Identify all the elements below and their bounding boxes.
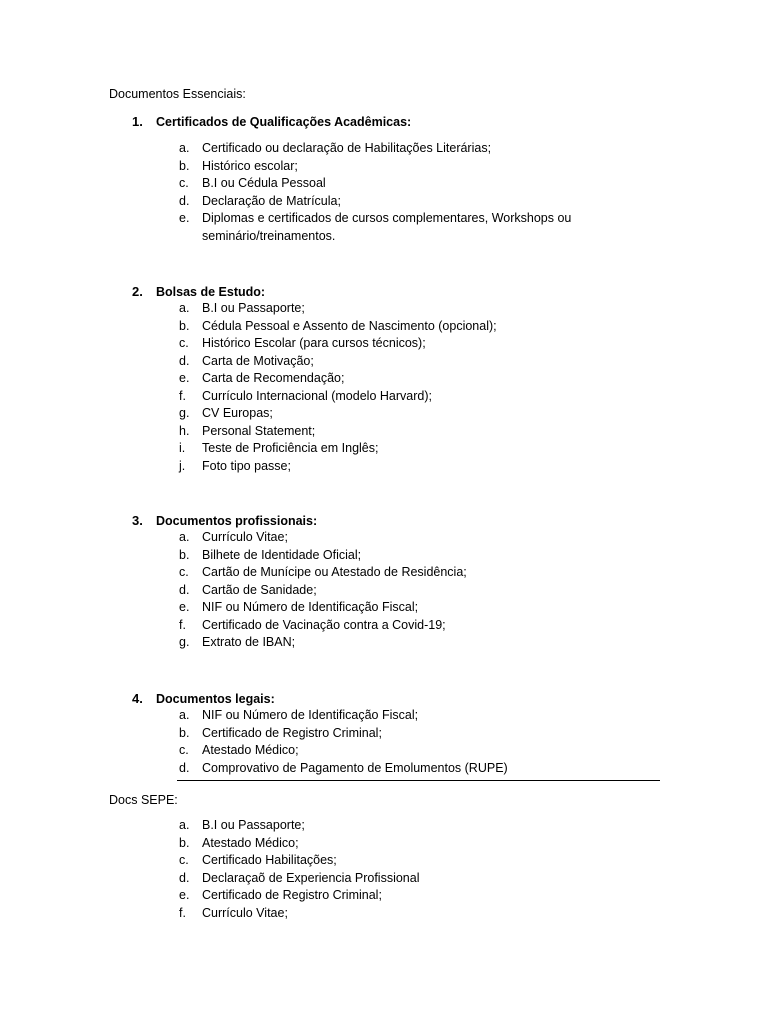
item-marker: b. [179, 547, 190, 562]
list-item [179, 742, 612, 760]
list-item [179, 175, 612, 193]
item-text: Carta de Motivação; [202, 353, 314, 368]
section-number: 3. [132, 513, 143, 528]
list-item [179, 835, 612, 853]
item-text: Certificado Habilitações; [202, 853, 337, 867]
item-text: Personal Statement; [202, 423, 316, 438]
document-heading: Documentos Essenciais: [109, 87, 246, 101]
item-text: Teste de Proficiência em Inglês; [202, 441, 379, 455]
item-marker: a. [179, 708, 190, 722]
item-text: Foto tipo passe; [202, 458, 291, 473]
list-item [179, 300, 612, 318]
docs-sepe-list [179, 817, 612, 922]
item-text: Comprovativo de Pagamento de Emolumentos (RUPE) [202, 760, 508, 775]
item-text: NIF ou Número de Identificação Fiscal; [202, 600, 419, 614]
item-text: Cartão de Munícipe ou Atestado de Residência; [202, 565, 467, 579]
list-item [179, 158, 612, 176]
item-marker: j. [179, 458, 186, 473]
item-text: Histórico Escolar (para cursos técnicos); [202, 336, 426, 350]
list-item [179, 634, 612, 652]
item-marker: a. [179, 818, 190, 832]
list-item [179, 388, 612, 406]
list-item [179, 599, 612, 617]
item-marker: c. [179, 743, 189, 757]
list-item [179, 870, 612, 888]
list-item [179, 353, 612, 371]
item-text: Currículo Internacional (modelo Harvard); [202, 388, 432, 403]
item-text: Currículo Vitae; [202, 530, 288, 544]
list-item [179, 817, 612, 835]
item-list [179, 529, 612, 652]
item-marker: f. [179, 388, 186, 403]
list-item [179, 547, 612, 565]
item-text: B.I ou Passaporte; [202, 818, 305, 832]
list-item [179, 370, 612, 388]
item-text: Bilhete de Identidade Oficial; [202, 547, 362, 562]
section-title [132, 114, 411, 130]
item-text: Atestado Médico; [202, 835, 299, 850]
item-text: CV Europas; [202, 406, 273, 420]
item-marker: b. [179, 318, 190, 333]
item-marker: d. [179, 760, 190, 775]
item-marker: a. [179, 301, 190, 315]
item-marker: c. [179, 176, 189, 190]
section-title-text: Bolsas de Estudo: [156, 285, 266, 299]
item-text: Declaração de Matrícula; [202, 193, 341, 208]
item-marker: e. [179, 371, 190, 385]
item-marker: d. [179, 582, 190, 597]
item-marker: f. [179, 617, 186, 632]
list-item [179, 405, 612, 423]
list-item [179, 707, 612, 725]
item-marker: e. [179, 888, 190, 902]
item-text: Carta de Recomendação; [202, 371, 345, 385]
list-item [179, 725, 612, 743]
item-marker: g. [179, 635, 190, 649]
list-item [179, 335, 612, 353]
item-text: B.I ou Passaporte; [202, 301, 305, 315]
list-item [179, 440, 612, 458]
item-marker: b. [179, 835, 190, 850]
item-text: Histórico escolar; [202, 158, 298, 173]
list-item [179, 760, 612, 778]
item-marker: e. [179, 211, 190, 225]
item-list [179, 300, 612, 475]
item-marker: a. [179, 530, 190, 544]
section-title-text: Documentos profissionais: [156, 514, 318, 528]
list-item [179, 193, 612, 211]
section-title [132, 691, 275, 707]
section-title-text: Certificados de Qualificações Acadêmicas: [156, 115, 412, 129]
item-marker: c. [179, 336, 189, 350]
section-title-text: Documentos legais: [156, 692, 275, 706]
item-marker: d. [179, 353, 190, 368]
list-item [179, 582, 612, 600]
item-text: Extrato de IBAN; [202, 635, 296, 649]
item-marker: a. [179, 141, 190, 155]
item-text: Currículo Vitae; [202, 905, 288, 920]
list-item [179, 458, 612, 476]
item-text: Certificado de Registro Criminal; [202, 725, 382, 740]
item-text: Certificado ou declaração de Habilitações Literárias; [202, 141, 492, 155]
item-marker: b. [179, 725, 190, 740]
section-title [132, 284, 265, 300]
item-text: Certificado de Registro Criminal; [202, 888, 382, 902]
list-item [179, 423, 612, 441]
list-item [179, 529, 612, 547]
item-text: Cédula Pessoal e Assento de Nascimento (opcional); [202, 318, 497, 333]
item-marker: b. [179, 158, 190, 173]
item-marker: d. [179, 193, 190, 208]
list-item [179, 852, 612, 870]
list-item [179, 564, 612, 582]
item-text: Declaraçaõ de Experiencia Profissional [202, 870, 420, 885]
item-marker: c. [179, 853, 189, 867]
section-number: 2. [132, 284, 143, 299]
section-number: 1. [132, 114, 143, 129]
list-item [179, 887, 612, 905]
item-marker: i. [179, 441, 186, 455]
item-list [179, 707, 612, 777]
list-item [179, 318, 612, 336]
list-item [179, 617, 612, 635]
docs-sepe-heading: Docs SEPE: [109, 793, 178, 807]
list-item [179, 905, 612, 923]
item-list [179, 140, 612, 245]
item-text: B.I ou Cédula Pessoal [202, 176, 326, 190]
item-text: Diplomas e certificados de cursos complementares, Workshops ou seminário/treinamentos. [202, 211, 572, 243]
list-item [179, 140, 612, 158]
item-text: Certificado de Vacinação contra a Covid-19; [202, 617, 446, 632]
item-marker: c. [179, 565, 189, 579]
item-text: NIF ou Número de Identificação Fiscal; [202, 708, 419, 722]
item-marker: e. [179, 600, 190, 614]
item-marker: d. [179, 870, 190, 885]
section-title [132, 513, 317, 529]
item-marker: h. [179, 423, 190, 438]
item-text: Cartão de Sanidade; [202, 582, 317, 597]
item-marker: f. [179, 905, 186, 920]
list-item [179, 210, 612, 245]
section-number: 4. [132, 691, 143, 706]
item-text: Atestado Médico; [202, 743, 299, 757]
horizontal-rule [177, 780, 660, 781]
item-marker: g. [179, 406, 190, 420]
